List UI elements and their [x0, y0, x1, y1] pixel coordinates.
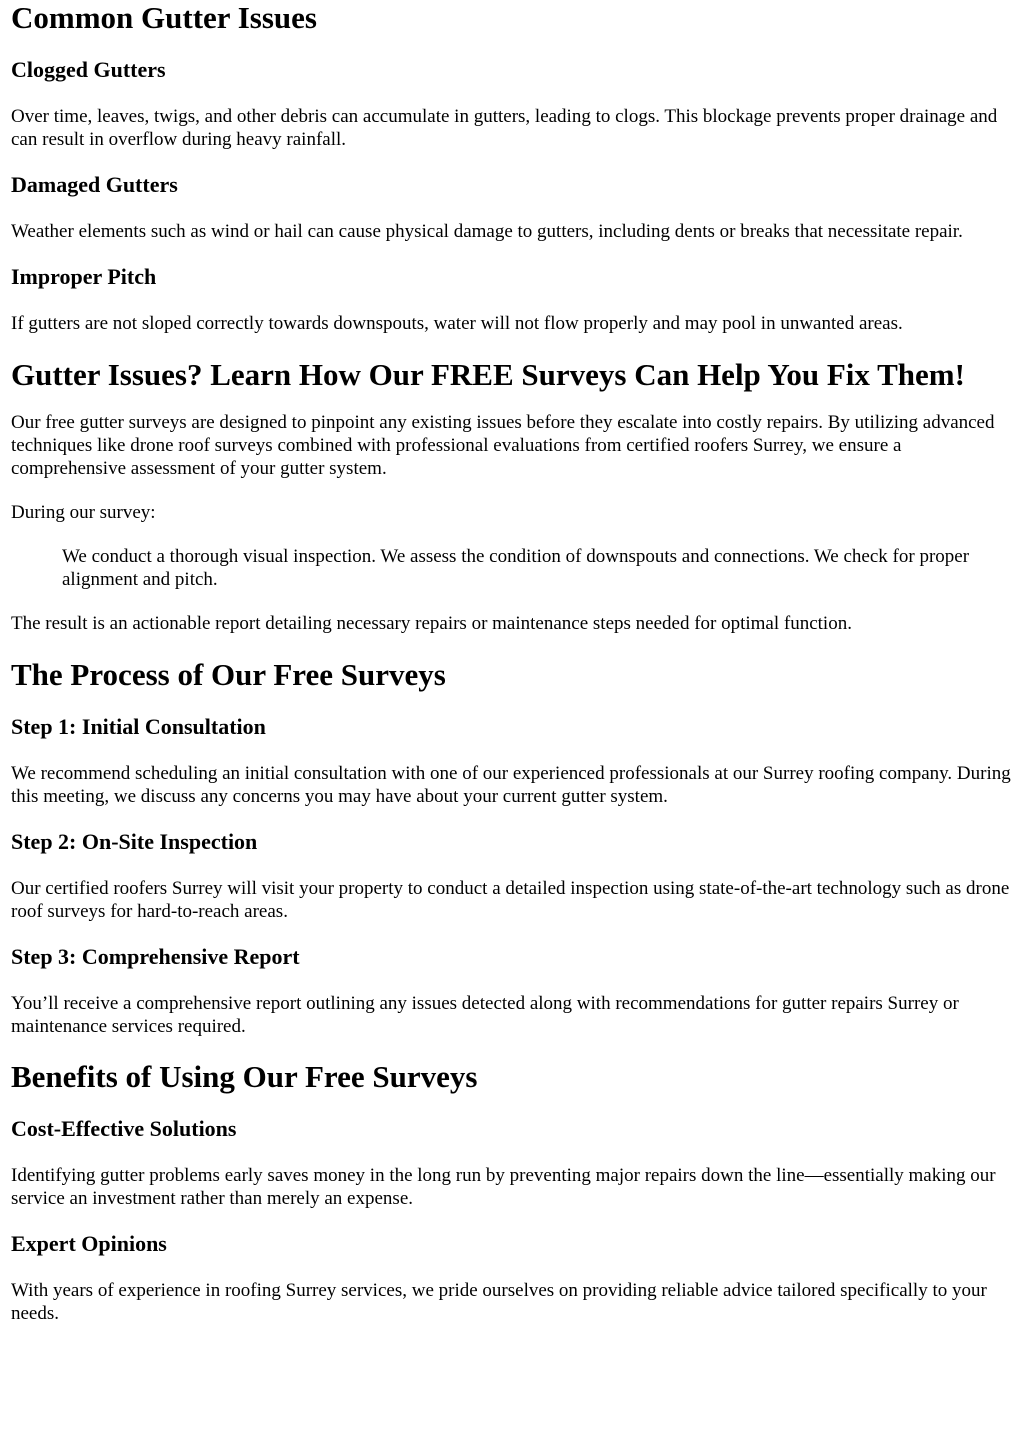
- paragraph-clogged-gutters: Over time, leaves, twigs, and other debris can accumulate in gutters, leading to clogs. This blockage prevents proper drainage and can result in overflow during heavy rainfall.: [11, 106, 998, 150]
- paragraph-step-1: We recommend scheduling an initial consultation with one of our experienced professionals at our Surrey roofing company. During this meeting, we discuss any concerns you may have about your current gutter system.: [11, 763, 1011, 807]
- paragraph-survey-result: The result is an actionable report detailing necessary repairs or maintenance steps needed for optimal function.: [11, 613, 852, 634]
- heading-step-2: Step 2: On-Site Inspection: [11, 829, 258, 854]
- heading-improper-pitch: Improper Pitch: [11, 264, 157, 289]
- paragraph-survey-intro: Our free gutter surveys are designed to pinpoint any existing issues before they escalate into costly repairs. By utilizing advanced techniques like drone roof surveys combined with professional evaluations from certified roofers Surrey, we ensure a comprehensive assessment of your gutter system.: [11, 412, 995, 479]
- heading-damaged-gutters: Damaged Gutters: [11, 172, 178, 197]
- heading-clogged-gutters: Clogged Gutters: [11, 57, 166, 82]
- heading-expert-opinions: Expert Opinions: [11, 1231, 167, 1256]
- heading-step-1: Step 1: Initial Consultation: [11, 714, 266, 739]
- paragraph-during-survey: During our survey:: [11, 502, 156, 523]
- heading-step-3: Step 3: Comprehensive Report: [11, 944, 300, 969]
- paragraph-cost-effective: Identifying gutter problems early saves money in the long run by preventing major repairs down the line—essentially making our service an investment rather than merely an expense.: [11, 1165, 996, 1209]
- section-title-learn-free-surveys: Gutter Issues? Learn How Our FREE Surveys Can Help You Fix Them!: [11, 357, 965, 392]
- paragraph-step-2: Our certified roofers Surrey will visit your property to conduct a detailed inspection using state-of-the-art technology such as drone roof surveys for hard-to-reach areas.: [11, 878, 1010, 922]
- paragraph-damaged-gutters: Weather elements such as wind or hail can cause physical damage to gutters, including dents or breaks that necessitate repair.: [11, 221, 963, 242]
- section-title-process: The Process of Our Free Surveys: [11, 657, 446, 692]
- section-title-common-gutter-issues: Common Gutter Issues: [11, 0, 317, 35]
- paragraph-improper-pitch: If gutters are not sloped correctly towards downspouts, water will not flow properly and may pool in unwanted areas.: [11, 313, 903, 334]
- paragraph-expert-opinions: With years of experience in roofing Surrey services, we pride ourselves on providing reliable advice tailored specifically to your needs.: [11, 1280, 987, 1324]
- heading-cost-effective: Cost-Effective Solutions: [11, 1116, 237, 1141]
- survey-steps-quote: We conduct a thorough visual inspection. We assess the condition of downspouts and connections. We check for proper alignment and pitch.: [62, 546, 970, 590]
- paragraph-step-3: You’ll receive a comprehensive report outlining any issues detected along with recommendations for gutter repairs Surrey or maintenance services required.: [11, 993, 959, 1037]
- section-title-benefits: Benefits of Using Our Free Surveys: [11, 1059, 478, 1094]
